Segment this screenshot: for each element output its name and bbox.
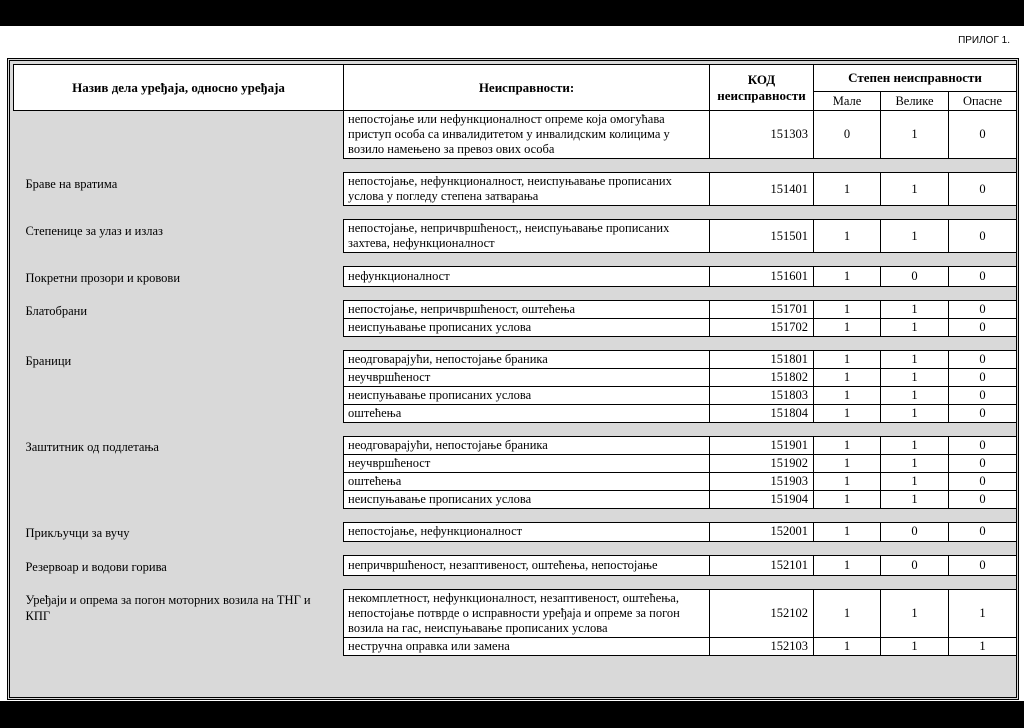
degree-major: 1 [881,111,949,159]
fault-code: 151303 [710,111,814,159]
degree-minor: 1 [814,368,881,386]
fault-code: 152103 [710,637,814,655]
degree-dangerous: 0 [949,436,1017,454]
fault-code: 151804 [710,404,814,422]
degree-minor: 1 [814,522,881,542]
degree-minor: 1 [814,386,881,404]
degree-major: 1 [881,454,949,472]
degree-dangerous: 0 [949,368,1017,386]
fault-description: неодговарајући, непостојање браника [344,436,710,454]
section-name: Браници [14,350,344,422]
degree-dangerous: 0 [949,556,1017,576]
group-spacer [14,159,1017,173]
degree-minor: 1 [814,220,881,253]
fault-code: 151903 [710,472,814,490]
fault-code: 152102 [710,589,814,637]
fault-code: 151904 [710,490,814,508]
degree-dangerous: 0 [949,111,1017,159]
section-name: Блатобрани [14,300,344,336]
degree-dangerous: 0 [949,300,1017,318]
section-name: Резервоар и водови горива [14,556,344,576]
degree-dangerous: 1 [949,589,1017,637]
degree-dangerous: 0 [949,522,1017,542]
fault-code: 151701 [710,300,814,318]
degree-minor: 1 [814,404,881,422]
group-spacer [14,508,1017,522]
degree-minor: 1 [814,589,881,637]
degree-major: 1 [881,404,949,422]
table-row [14,220,1017,253]
section-name [14,111,344,159]
degree-major: 1 [881,589,949,637]
degree-major: 1 [881,472,949,490]
group-spacer-cell [14,575,1017,589]
table-body [14,111,1017,656]
table-row [14,522,1017,542]
degree-dangerous: 0 [949,318,1017,336]
degree-major: 1 [881,637,949,655]
fault-code: 152001 [710,522,814,542]
header-minor: Мале [814,92,881,111]
group-spacer-cell [14,159,1017,173]
degree-dangerous: 0 [949,454,1017,472]
table-row [14,173,1017,206]
fault-description: некомплетност, нефункционалност, незаптивеност, оштећења, непостојање потврде о исправности уређаја и опреме за погон возила на гас, неиспуњавање прописаних услова [344,589,710,637]
fault-code: 151702 [710,318,814,336]
group-spacer-cell [14,286,1017,300]
degree-dangerous: 0 [949,220,1017,253]
degree-minor: 1 [814,318,881,336]
header-part-name: Назив дела уређаја, односно уређаја [14,65,344,111]
faults-table [13,64,1017,656]
degree-dangerous: 0 [949,350,1017,368]
group-spacer-cell [14,206,1017,220]
degree-minor: 0 [814,111,881,159]
degree-minor: 1 [814,490,881,508]
table-row [14,556,1017,576]
faults-table-frame [7,58,1019,700]
degree-minor: 1 [814,436,881,454]
fault-description: неиспуњавање прописаних услова [344,386,710,404]
fault-code: 152101 [710,556,814,576]
section-name: Браве на вратима [14,173,344,206]
fault-description: непричвршћеност, незаптивеност, оштећења, непостојање [344,556,710,576]
table-row [14,350,1017,368]
annex-label: ПРИЛОГ 1. [958,35,1010,46]
degree-major: 1 [881,220,949,253]
fault-code: 151902 [710,454,814,472]
fault-code: 151601 [710,267,814,287]
fault-description: оштећења [344,404,710,422]
degree-major: 0 [881,267,949,287]
header-degree: Степен неисправности [814,65,1017,92]
degree-minor: 1 [814,300,881,318]
fault-description: неодговарајући, непостојање браника [344,350,710,368]
fault-description: непостојање, непричвршћеност,, неиспуњавање прописаних захтева, нефункционалност [344,220,710,253]
degree-major: 0 [881,522,949,542]
group-spacer [14,253,1017,267]
table-row [14,267,1017,287]
fault-code: 151501 [710,220,814,253]
fault-code: 151803 [710,386,814,404]
fault-code: 151801 [710,350,814,368]
degree-major: 1 [881,173,949,206]
degree-major: 1 [881,318,949,336]
header-dangerous: Опасне [949,92,1017,111]
degree-major: 0 [881,556,949,576]
fault-description: оштећења [344,472,710,490]
group-spacer [14,542,1017,556]
degree-major: 1 [881,490,949,508]
degree-minor: 1 [814,556,881,576]
degree-dangerous: 0 [949,404,1017,422]
fault-description: непостојање или нефункционалност опреме која омогућава приступ особа са инвалидитетом у инвалидским колицима у возило намењено за превоз ових особа [344,111,710,159]
degree-major: 1 [881,300,949,318]
group-spacer-cell [14,542,1017,556]
header-code-line2: неисправности [717,87,806,103]
fault-description: нефункционалност [344,267,710,287]
table-row [14,589,1017,637]
section-name: Покретни прозори и кровови [14,267,344,287]
fault-description: нестручна оправка или замена [344,637,710,655]
group-spacer-cell [14,336,1017,350]
degree-minor: 1 [814,454,881,472]
table-row [14,300,1017,318]
fault-description: неучвршћеност [344,454,710,472]
degree-minor: 1 [814,267,881,287]
degree-dangerous: 0 [949,173,1017,206]
table-row [14,111,1017,159]
degree-major: 1 [881,386,949,404]
group-spacer [14,422,1017,436]
degree-dangerous: 1 [949,637,1017,655]
document-page [0,26,1024,701]
fault-description: непостојање, нефункционалност [344,522,710,542]
fault-description: непостојање, нефункционалност, неиспуњавање прописаних услова у погледу степена затварања [344,173,710,206]
degree-major: 1 [881,350,949,368]
degree-minor: 1 [814,350,881,368]
fault-description: непостојање, непричвршћеност, оштећења [344,300,710,318]
table-row [14,436,1017,454]
fault-description: неучвршћеност [344,368,710,386]
fault-code: 151901 [710,436,814,454]
header-major: Велике [881,92,949,111]
section-name: Уређаји и опрема за погон моторних возила на ТНГ и КПГ [14,589,344,655]
fault-code: 151802 [710,368,814,386]
group-spacer [14,286,1017,300]
degree-dangerous: 0 [949,490,1017,508]
section-name: Заштитник од подлетања [14,436,344,508]
header-faults: Неисправности: [344,65,710,111]
fault-description: неиспуњавање прописаних услова [344,318,710,336]
degree-dangerous: 0 [949,472,1017,490]
section-name: Прикључци за вучу [14,522,344,542]
group-spacer [14,336,1017,350]
degree-minor: 1 [814,472,881,490]
group-spacer-cell [14,253,1017,267]
degree-dangerous: 0 [949,267,1017,287]
group-spacer [14,575,1017,589]
group-spacer [14,206,1017,220]
degree-major: 1 [881,436,949,454]
group-spacer-cell [14,422,1017,436]
fault-code: 151401 [710,173,814,206]
group-spacer-cell [14,508,1017,522]
degree-minor: 1 [814,637,881,655]
degree-dangerous: 0 [949,386,1017,404]
header-code [710,65,814,111]
degree-minor: 1 [814,173,881,206]
section-name: Степенице за улаз и излаз [14,220,344,253]
fault-description: неиспуњавање прописаних услова [344,490,710,508]
degree-major: 1 [881,368,949,386]
header-code-line1: КОД [747,71,776,87]
